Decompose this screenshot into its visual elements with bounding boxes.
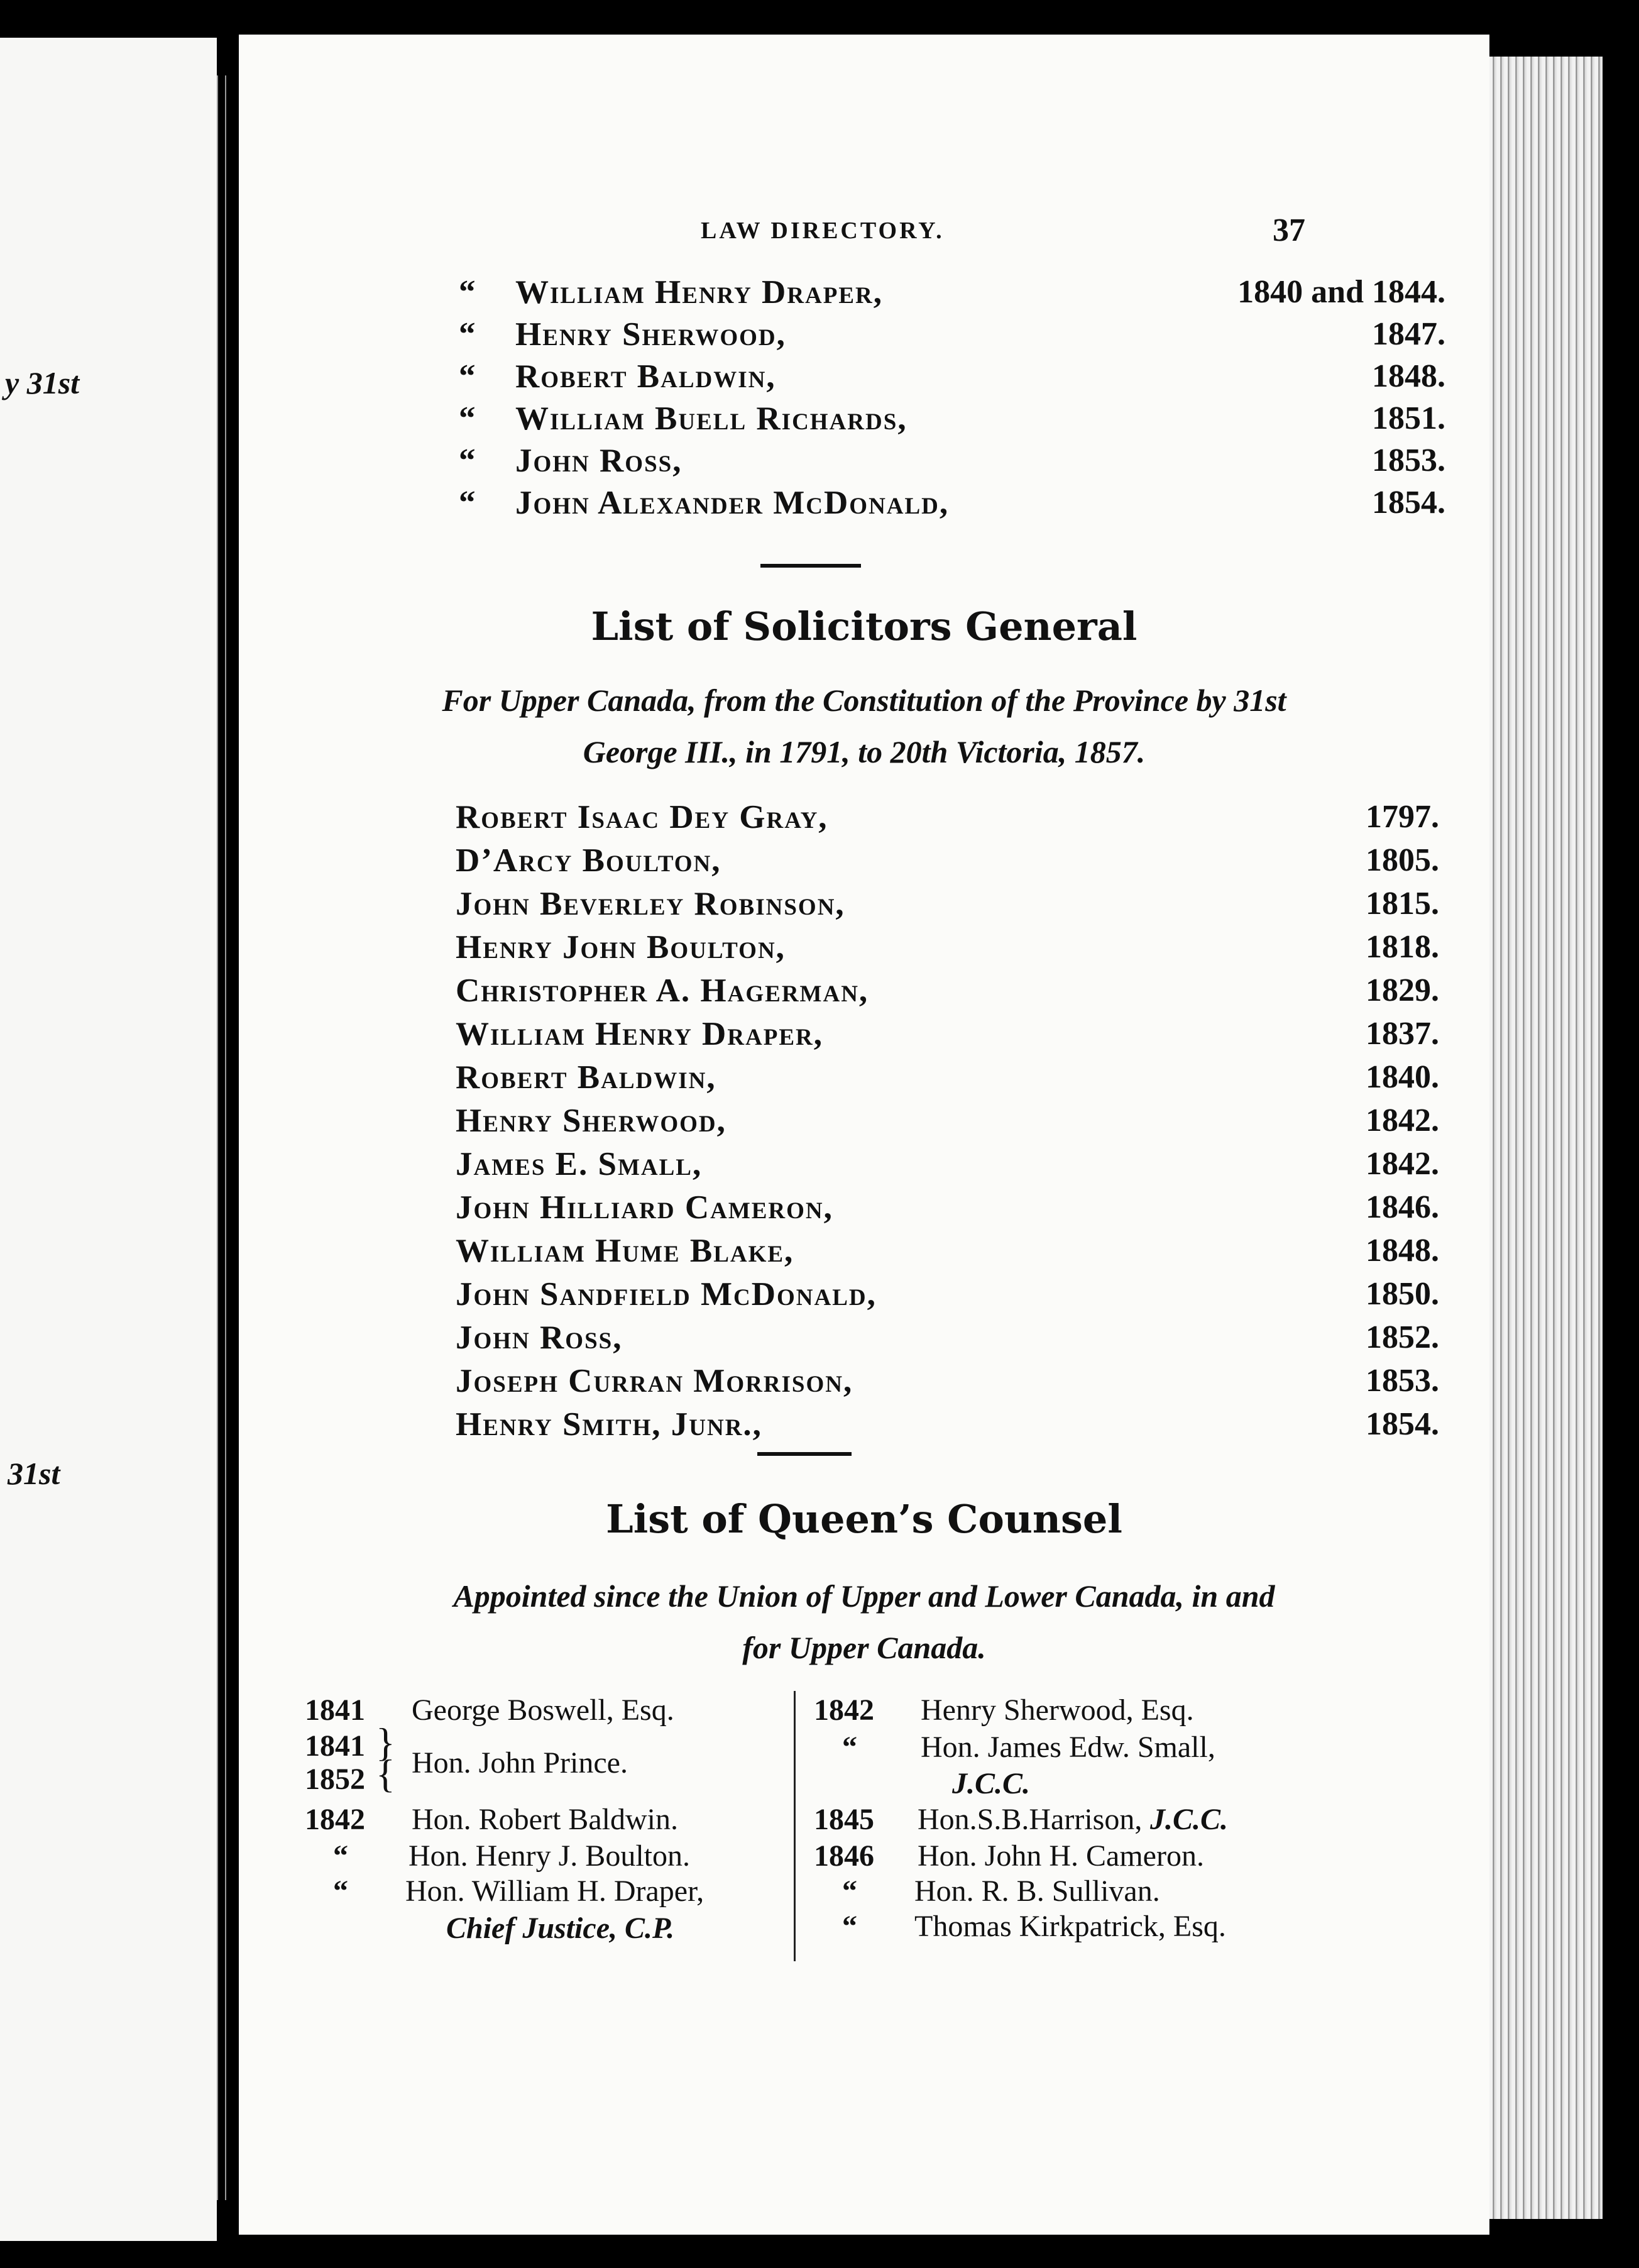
qc-title: Chief Justice, C.P.: [446, 1912, 675, 1945]
solicitor-year: 1854.: [1366, 1406, 1439, 1442]
qc-ditto: “: [333, 1839, 348, 1873]
solicitor-year: 1840.: [1366, 1059, 1439, 1095]
running-head: LAW DIRECTORY.: [701, 217, 945, 244]
qc-name: Hon. John Prince.: [412, 1746, 628, 1780]
solicitor-year: 1837.: [1366, 1016, 1439, 1052]
solicitor-year: 1797.: [1366, 799, 1439, 835]
attorney-year: 1840 and 1844.: [1237, 274, 1445, 310]
qc-year: 1842: [814, 1693, 874, 1727]
qc-name: Hon. R. B. Sullivan.: [914, 1874, 1160, 1908]
brace: } {: [376, 1720, 395, 1796]
page-number: 37: [1273, 212, 1305, 248]
attorney-year: 1848.: [1372, 358, 1445, 394]
qc-title: J.C.C.: [952, 1767, 1031, 1800]
solicitor-year: 1818.: [1366, 929, 1439, 965]
solicitor-name: Joseph Curran Morrison,: [456, 1363, 853, 1399]
solicitor-name: Henry Smith, Junr.,: [456, 1406, 762, 1443]
left-page-fragment: y 31st: [5, 365, 80, 400]
solicitor-name: William Hume Blake,: [456, 1233, 794, 1269]
ditto-mark: “: [459, 316, 477, 353]
qc-ditto: “: [842, 1874, 857, 1908]
attorney-name: Henry Sherwood,: [515, 316, 786, 353]
solicitor-name: Henry John Boulton,: [456, 929, 786, 966]
qc-ditto: “: [842, 1910, 857, 1943]
solicitor-year: 1850.: [1366, 1276, 1439, 1312]
attorney-year: 1853.: [1372, 443, 1445, 478]
solicitor-year: 1842.: [1366, 1146, 1439, 1182]
ditto-mark: “: [459, 358, 477, 395]
solicitors-subtitle: George III., in 1791, to 20th Victoria, 1857.: [583, 734, 1146, 769]
qc-name: Henry Sherwood, Esq.: [921, 1693, 1194, 1727]
solicitor-name: John Sandfield McDonald,: [456, 1276, 877, 1313]
solicitor-name: John Hilliard Cameron,: [456, 1189, 833, 1226]
ditto-mark: “: [459, 274, 477, 311]
column-divider: [794, 1691, 796, 1961]
qc-name: Hon. James Edw. Small,: [921, 1731, 1215, 1764]
solicitors-subtitle: For Upper Canada, from the Constitution of the Province by 31st: [442, 683, 1286, 718]
attorney-year: 1854.: [1372, 485, 1445, 520]
qc-name: Hon.S.B.Harrison,: [918, 1803, 1143, 1836]
qc-year: 1842: [305, 1803, 365, 1836]
qc-name: George Boswell, Esq.: [412, 1693, 674, 1727]
solicitor-name: D’Arcy Boulton,: [456, 842, 721, 879]
qc-name: Hon. Robert Baldwin.: [412, 1803, 678, 1836]
left-page-fragment: 31st: [8, 1456, 60, 1491]
qc-name: Hon. John H. Cameron.: [918, 1839, 1204, 1873]
solicitors-heading: List of Solicitors General: [591, 603, 1137, 649]
solicitor-name: William Henry Draper,: [456, 1016, 824, 1052]
attorney-name: Robert Baldwin,: [515, 358, 776, 395]
attorney-name: William Henry Draper,: [515, 274, 884, 311]
attorney-name: William Buell Richards,: [515, 400, 907, 437]
queens-counsel-subtitle: for Upper Canada.: [742, 1630, 986, 1665]
solicitor-year: 1805.: [1366, 842, 1439, 878]
qc-year: 1846: [814, 1839, 874, 1873]
qc-name: Thomas Kirkpatrick, Esq.: [914, 1910, 1226, 1943]
solicitor-name: Robert Baldwin,: [456, 1059, 716, 1096]
main-page: [239, 35, 1489, 2235]
solicitor-name: Robert Isaac Dey Gray,: [456, 799, 828, 835]
page-gutter: [225, 75, 226, 2200]
qc-title: J.C.C.: [1150, 1803, 1229, 1836]
solicitor-year: 1815.: [1366, 886, 1439, 922]
queens-counsel-heading: List of Queen’s Counsel: [606, 1496, 1122, 1542]
solicitor-name: Henry Sherwood,: [456, 1103, 726, 1139]
qc-year: 1845: [814, 1803, 874, 1836]
qc-year: 1841: [305, 1693, 365, 1727]
ditto-mark: “: [459, 485, 477, 521]
solicitor-year: 1842.: [1366, 1103, 1439, 1138]
left-page: [0, 38, 217, 2241]
solicitor-year: 1852.: [1366, 1319, 1439, 1355]
attorney-name: John Alexander McDonald,: [515, 485, 950, 521]
solicitor-year: 1846.: [1366, 1189, 1439, 1225]
solicitor-name: John Ross,: [456, 1319, 623, 1356]
solicitor-name: James E. Small,: [456, 1146, 703, 1182]
solicitor-year: 1853.: [1366, 1363, 1439, 1399]
solicitor-year: 1829.: [1366, 972, 1439, 1008]
attorney-year: 1847.: [1372, 316, 1445, 352]
section-divider: [760, 564, 861, 568]
qc-ditto: “: [842, 1731, 857, 1764]
qc-name: Hon. William H. Draper,: [405, 1874, 704, 1908]
ditto-mark: “: [459, 443, 477, 479]
page-edges: [1489, 57, 1603, 2219]
qc-year: 1841: [305, 1729, 365, 1763]
ditto-mark: “: [459, 400, 477, 437]
solicitor-name: John Beverley Robinson,: [456, 886, 845, 922]
qc-name: Hon. Henry J. Boulton.: [408, 1839, 690, 1873]
attorney-year: 1851.: [1372, 400, 1445, 436]
solicitor-year: 1848.: [1366, 1233, 1439, 1269]
qc-year: 1852: [305, 1763, 365, 1796]
page-gutter: [217, 75, 218, 2200]
qc-ditto: “: [333, 1874, 348, 1908]
attorney-name: John Ross,: [515, 443, 682, 479]
section-divider: [757, 1452, 852, 1456]
queens-counsel-subtitle: Appointed since the Union of Upper and Lower Canada, in and: [453, 1578, 1275, 1614]
solicitor-name: Christopher A. Hagerman,: [456, 972, 869, 1009]
